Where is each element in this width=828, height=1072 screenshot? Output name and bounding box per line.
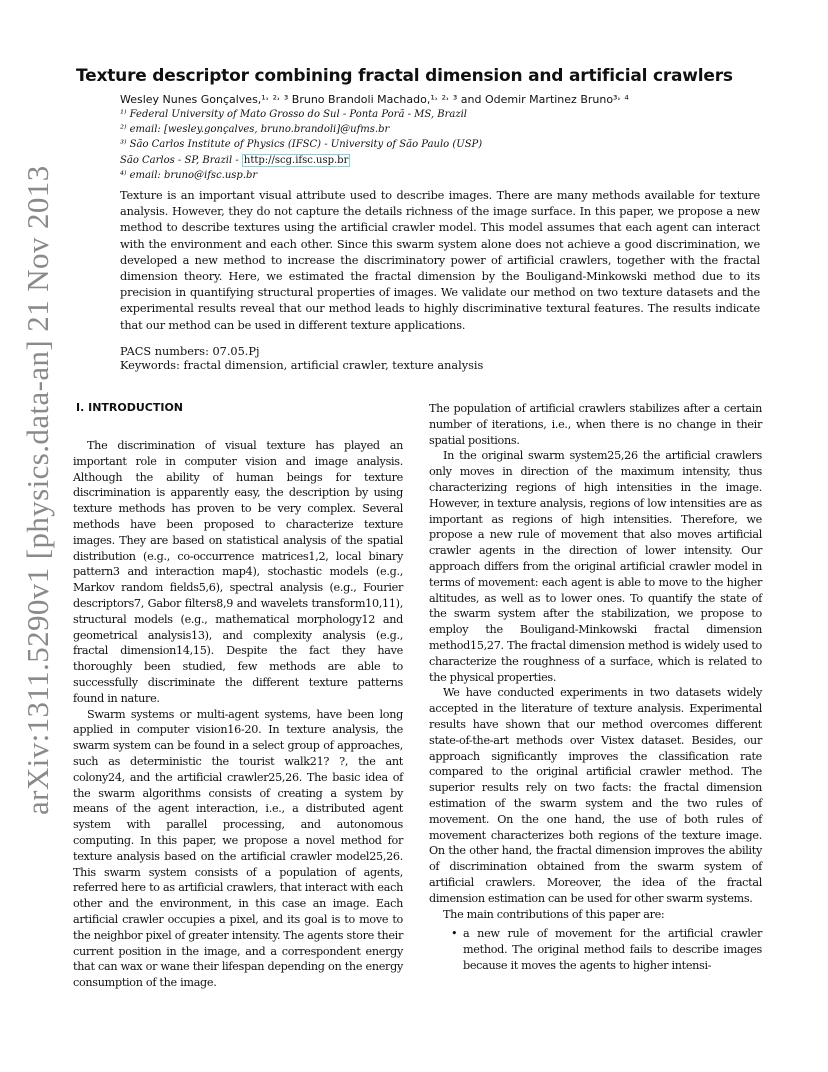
affiliation-url-link[interactable]: http://scg.ifsc.usp.br xyxy=(243,154,349,166)
contribution-item: • a new rule of movement for the artificial crawler method. The original method fails to describe images because it moves the agents to higher intensi- xyxy=(429,926,762,973)
contributions-list xyxy=(429,926,762,973)
keywords: Keywords: fractal dimension, artificial crawler, texture analysis xyxy=(120,359,484,372)
abstract: Texture is an important visual attribute used to describe images. There are many methods available for texture analysis. However, they do not capture the details richness of the image surface. In this paper, we propose a new method to describe textures using the artificial crawler model. This model assumes that each agent can interact with the environment and each other. Since this swarm system alone does not achieve a good discrimination, we developed a new method to increase the discriminatory power of artificial crawlers, together with the fractal dimension theory. Here, we estimated the fractal dimension by the Bouligand-Minkowski method due to its precision in quantifying structural properties of images. We validate our method on two texture datasets and the experimental results reveal that our method leads to highly discriminative textural features. The results indicate that our method can be used in different texture applications. xyxy=(120,189,760,332)
intro-paragraph-6: The main contributions of this paper are: xyxy=(443,907,665,921)
affiliation-2: ²⁾ email: [wesley.gonçalves, bruno.brandoli]@ufms.br xyxy=(120,124,390,136)
intro-paragraph-5: We have conducted experiments in two datasets widely accepted in the literature of texture analysis. Experimental results have shown that our method overcomes different state-of-the-art methods over Vistex dataset. Besides, our approach significantly improves the classification rate compared to the original artificial crawler method. The superior results rely on two facts: the fractal dimension estimation of the swarm system and the two rules of movement. On the one hand, the use of both rules of movement characterizes both regions of the texture image. On the other hand, the fractal dimension improves the ability of discrimination obtained from the swarm system of artificial crawlers. Moreover, the idea of the fractal dimension estimation can be used for other swarm systems. xyxy=(429,686,762,905)
affiliation-3: ³⁾ São Carlos Institute of Physics (IFSC) - University of São Paulo (USP) xyxy=(120,139,483,151)
left-column xyxy=(73,438,403,991)
affiliation-3-location xyxy=(120,153,740,168)
affiliations xyxy=(120,107,740,183)
arxiv-identifier: arXiv:1311.5290v1 [physics.data-an] 21 Nov 2013 xyxy=(20,165,55,815)
section-heading-introduction: I. INTRODUCTION xyxy=(76,401,184,414)
affiliation-1: ¹⁾ Federal University of Mato Grosso do Sul - Ponta Porã - MS, Brazil xyxy=(120,109,467,120)
pacs-numbers: PACS numbers: 07.05.Pj xyxy=(120,345,260,358)
author-list: Wesley Nunes Gonçalves,¹˒ ²˒ ³ Bruno Brandoli Machado,¹˒ ²˒ ³ and Odemir Martinez Bruno³˒ ⁴ xyxy=(120,93,629,106)
intro-paragraph-4: In the original swarm system25,26 the artificial crawlers only moves in direction of the maximum intensity, thus characterizing regions of high intensities in the image. However, in texture analysis, regions of low intensities are as important as regions of high intensities. Therefore, we propose a new rule of movement that also moves artificial crawler agents in the direction of lower intensity. Our approach differs from the original artificial crawler model in terms of movement: each agent is able to move to the higher altitudes, as well as to lower ones. To quantify the state of the swarm system after the stabilization, we propose to employ the Bouligand-Minkowski fractal dimension method15,27. The fractal dimension method is widely used to characterize the roughness of a surface, which is related to the physical properties. xyxy=(429,449,762,684)
intro-paragraph-2: Swarm systems or multi-agent systems, have been long applied in computer vision16-20. In texture analysis, the swarm system can be found in a select group of approaches, such as deterministic the tourist walk21? ?, the ant colony24, and the artificial crawler25,26. The basic idea of the swarm algorithms consists of creating a system by means of the agent interaction, i.e., a distributed agent system with parallel processing, and autonomous computing. In this paper, we propose a novel method for texture analysis based on the artificial crawler model25,26. This swarm system consists of a population of agents, referred here to as artificial crawlers, that interact with each other and the environment, in this case an image. Each artificial crawler occupies a pixel, and its goal is to move to the neighbor pixel of greater intensity. The agents store their current position in the image, and a correspondent energy that can wax or wane their lifespan depending on the energy consumption of the image. xyxy=(73,707,403,990)
intro-paragraph-3: The population of artificial crawlers stabilizes after a certain number of iterations, i.e., when there is no change in their spatial positions. xyxy=(429,402,762,447)
intro-paragraph-1: The discrimination of visual texture has played an important role in computer vision and image analysis. Although the ability of human beings for texture discrimination is apparently easy, the description by using texture methods has proven to be very complex. Several methods have been proposed to characterize texture images. They are based on statistical analysis of the spatial distribution (e.g., co-occurrence matrices1,2, local binary pattern3 and interaction map4), stochastic models (e.g., Markov random fields5,6), spectral analysis (e.g., Fourier descriptors7, Gabor filters8,9 and wavelets transform10,11), structural models (e.g., mathematical morphology12 and geometrical analysis13), and complexity analysis (e.g., fractal dimension14,15). Despite the fact they have thoroughly been studied, few methods are able to successfully discriminate the different texture patterns found in nature. xyxy=(73,439,403,705)
affiliation-4: ⁴⁾ email: bruno@ifsc.usp.br xyxy=(120,169,258,181)
affiliation-3-city: São Carlos - SP, Brazil - xyxy=(120,154,242,166)
right-column xyxy=(429,401,762,974)
paper-title: Texture descriptor combining fractal dimension and artificial crawlers xyxy=(76,66,733,86)
